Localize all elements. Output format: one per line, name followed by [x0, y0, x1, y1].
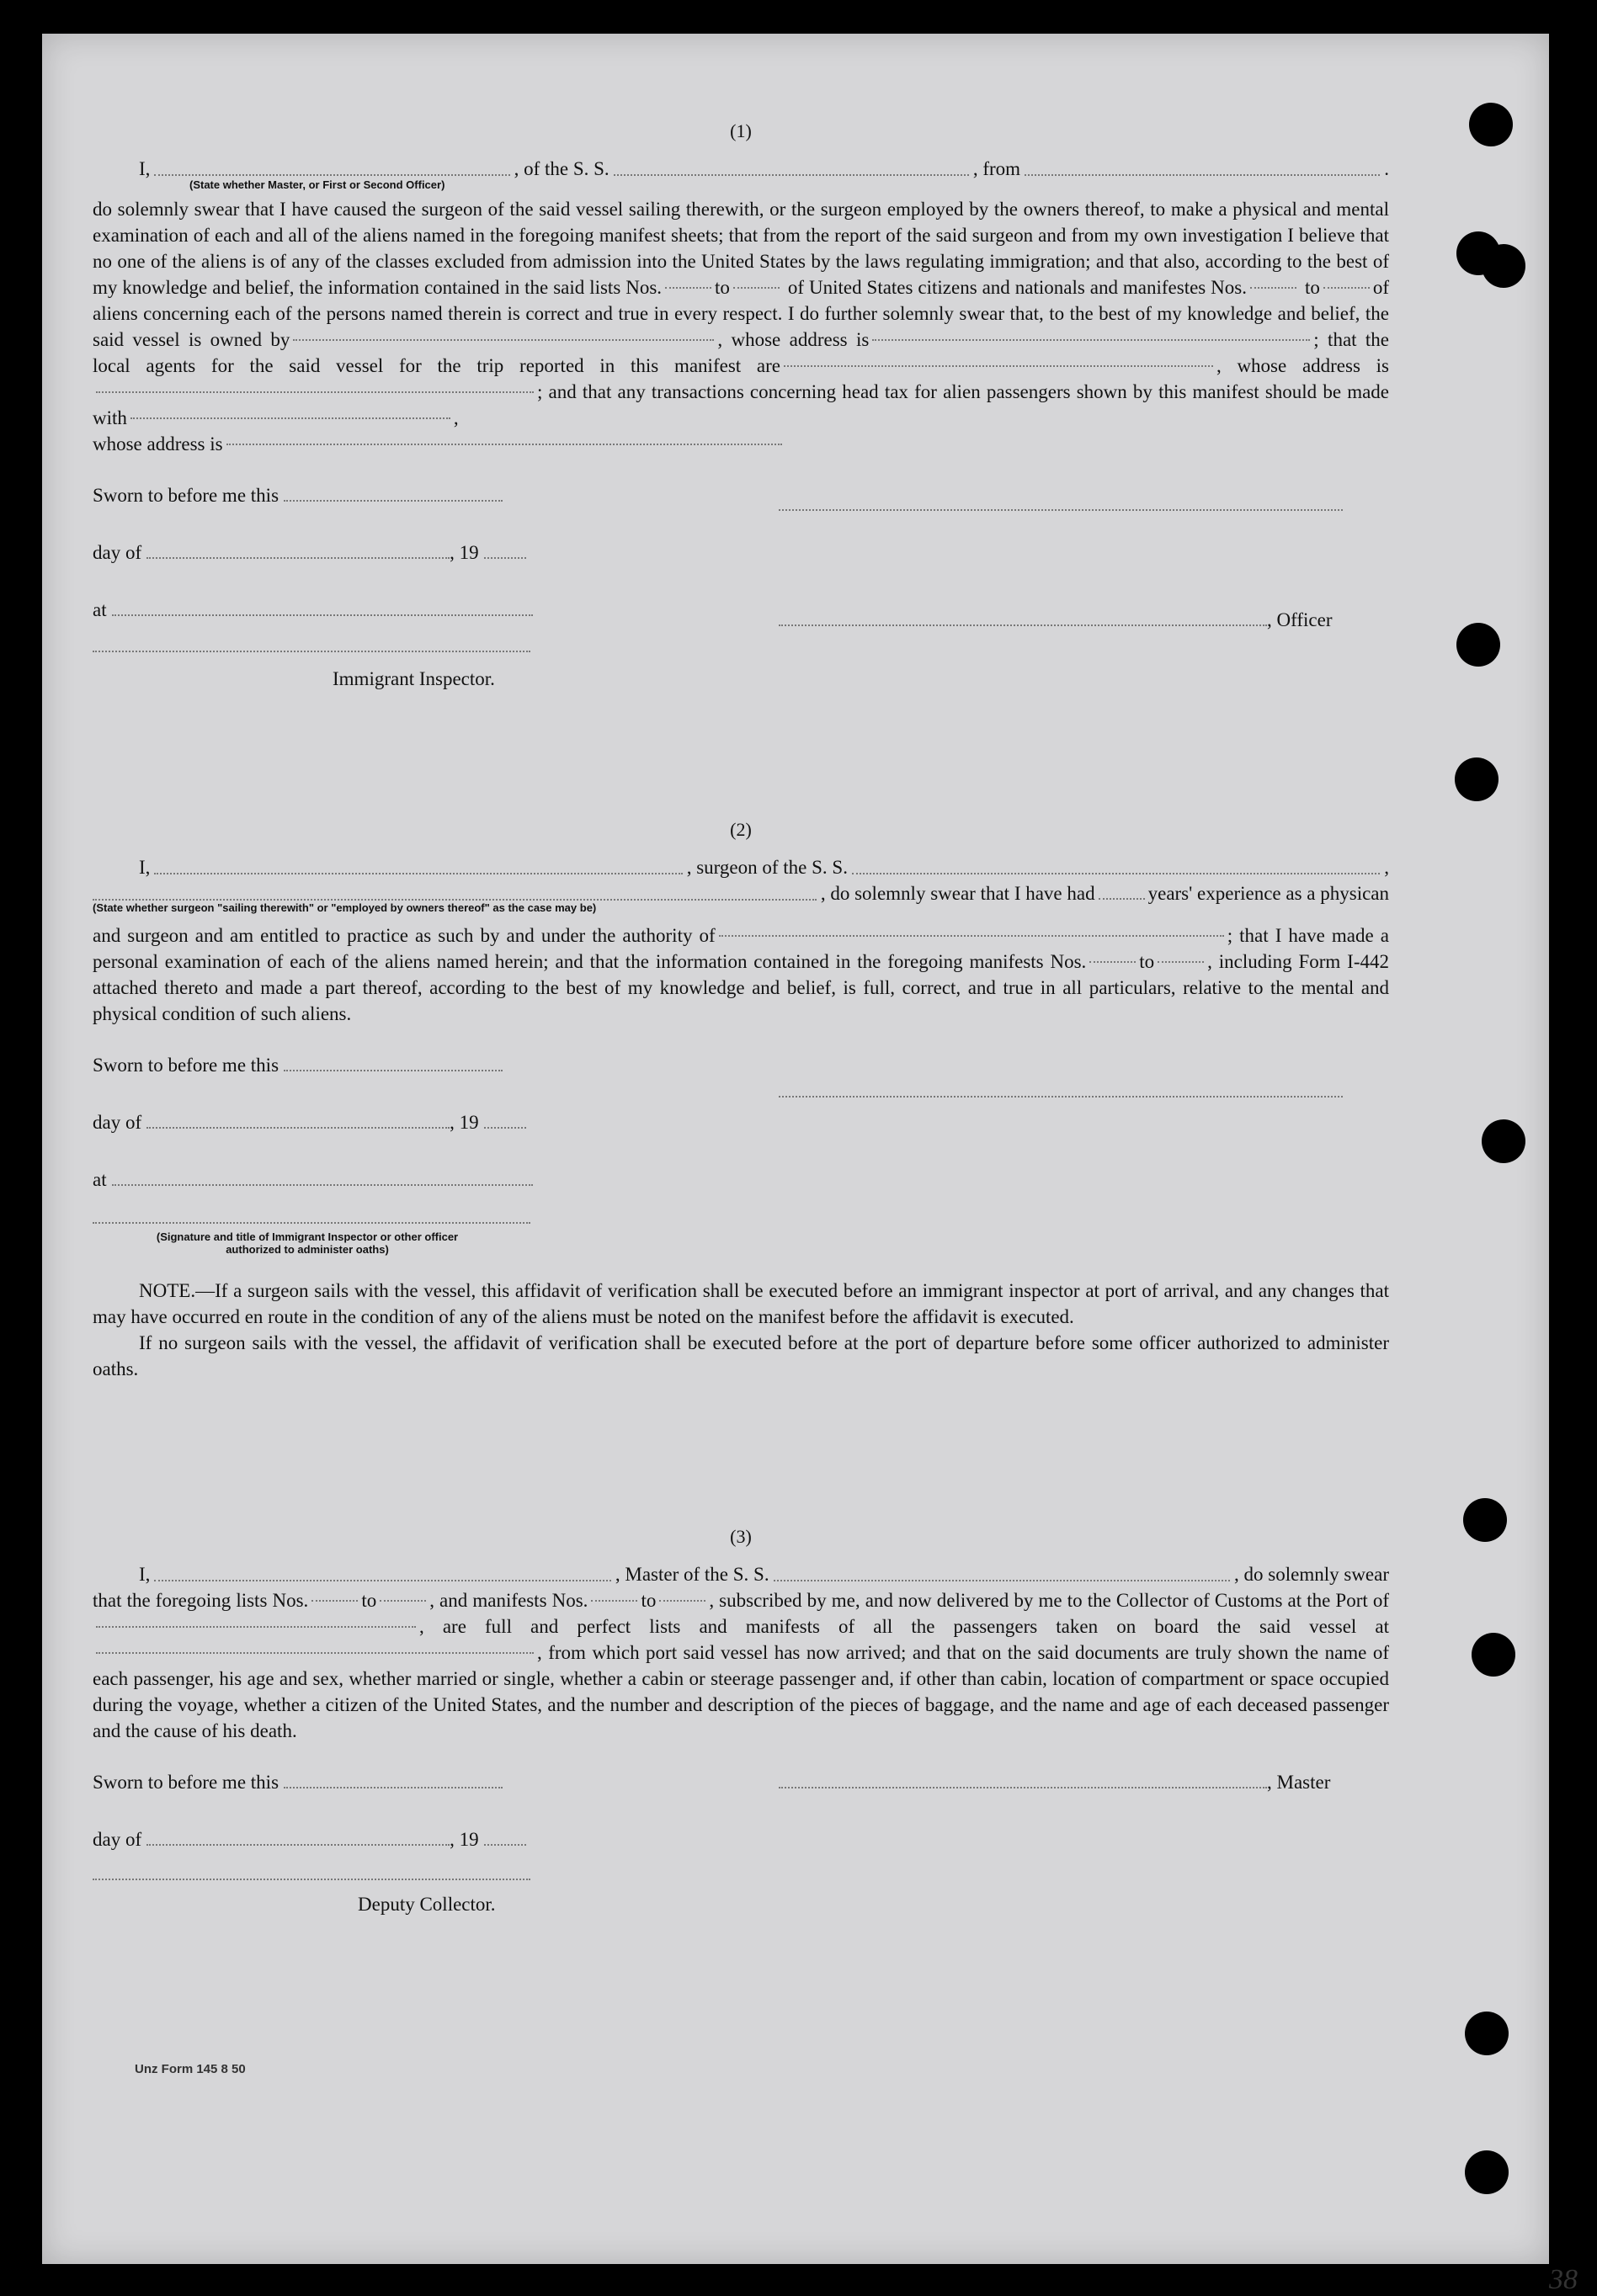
officer-signature-line: , Officer — [779, 607, 1332, 633]
arrival-port-field[interactable] — [96, 1626, 416, 1628]
master-vessel-field[interactable] — [774, 1580, 1230, 1581]
manifests-from-field[interactable] — [591, 1600, 637, 1602]
year-field[interactable] — [484, 1844, 526, 1846]
surgeon-vessel-field[interactable] — [852, 873, 1380, 874]
punch-hole — [1472, 1633, 1515, 1677]
month-field[interactable] — [146, 1844, 450, 1846]
day-of-line: day of , 19 — [93, 1109, 526, 1135]
collector-title: Deputy Collector. — [358, 1894, 496, 1915]
lists-from-field[interactable] — [311, 1600, 358, 1602]
sworn-day-field[interactable] — [284, 1787, 503, 1788]
section-number: (2) — [730, 819, 752, 840]
punch-hole — [1469, 103, 1513, 146]
collector-signature-line[interactable] — [93, 1879, 530, 1880]
year-field[interactable] — [484, 557, 526, 559]
month-field[interactable] — [146, 1127, 450, 1129]
years-field[interactable] — [1099, 898, 1145, 900]
owner-address-field[interactable] — [872, 339, 1310, 341]
manifests-to-field[interactable] — [1323, 287, 1370, 289]
inspector-title: Immigrant Inspector. — [333, 668, 495, 689]
officer-signature-field[interactable] — [779, 624, 1267, 626]
head-tax-party-field[interactable] — [130, 417, 450, 419]
head-tax-address-field[interactable] — [226, 444, 782, 445]
master-name-field[interactable] — [154, 1580, 610, 1581]
manifests-to-field[interactable] — [1158, 961, 1204, 963]
authority-field[interactable] — [719, 935, 1224, 937]
section-number: (1) — [730, 120, 752, 141]
master-line: I, , Master of the S. S. , do solemnly swear — [139, 1564, 1390, 1585]
master-line: I, , of the S. S. , from . — [139, 158, 1389, 179]
punch-hole — [1465, 2150, 1509, 2194]
sworn-line: Sworn to before me this — [93, 1052, 503, 1078]
punch-hole — [1482, 244, 1525, 288]
master-signature-line: , Master — [779, 1769, 1330, 1795]
year-field[interactable] — [484, 1127, 526, 1129]
day-of-line: day of , 19 — [93, 539, 526, 566]
affidavit-section-3 — [93, 1523, 1389, 1929]
at-line: at — [93, 1167, 533, 1193]
vessel-name-field[interactable] — [614, 174, 969, 176]
page-number: 38 — [1549, 2264, 1578, 2295]
sworn-day-field[interactable] — [284, 500, 503, 502]
from-port-field[interactable] — [1025, 174, 1380, 176]
day-of-line: day of , 19 — [93, 1826, 526, 1852]
officer-name-field[interactable] — [154, 174, 509, 176]
inspector-signature-line[interactable] — [93, 651, 530, 652]
agents-field[interactable] — [784, 365, 1213, 367]
signature-instruction: (Signature and title of Immigrant Inspector or other officer authorized to administer oaths) — [156, 1230, 459, 1256]
signature-line[interactable] — [779, 509, 1343, 511]
document-page — [42, 34, 1578, 2295]
affidavit-section-2 — [93, 816, 1389, 1382]
surgeon-line: I, , surgeon of the S. S. , — [139, 857, 1390, 878]
master-signature-field[interactable] — [779, 1787, 1267, 1788]
manifests-from-field[interactable] — [1250, 287, 1296, 289]
surgeon-signature-line[interactable] — [779, 1096, 1343, 1098]
form-code: Unz Form 145 8 50 — [135, 2062, 246, 2076]
punch-hole — [1463, 1498, 1507, 1542]
place-field[interactable] — [112, 1184, 533, 1186]
at-line: at — [93, 597, 533, 623]
note-paragraph: NOTE.—If a surgeon sails with the vessel, this affidavit of verification shall be executed before an immigrant inspector at port of arrival, and any changes that may have occurred en route in the condition of any of the aliens must be noted on the manifest before the affidavit is executed. — [93, 1280, 1389, 1327]
month-field[interactable] — [146, 557, 450, 559]
section-number: (3) — [730, 1526, 752, 1547]
sworn-line: Sworn to before me this — [93, 1769, 503, 1795]
experience-line: , do solemnly swear that I have had years' experience as a physican — [93, 880, 1389, 906]
place-field[interactable] — [112, 614, 533, 616]
lists-to-field[interactable] — [380, 1600, 426, 1602]
departure-port-field[interactable] — [96, 1652, 534, 1654]
owner-field[interactable] — [293, 339, 714, 341]
affidavit-paragraph: do solemnly swear that I have caused the surgeon of the said vessel sailing therewith, or the surgeon employed by the owners thereof, to make a physical and mental examination of each and all of the aliens named in the foregoing manifest sheets; that from the report of the said surgeon and from my own investigation I believe that no one of the aliens is of any of the classes excluded from admission into the United States by the laws regulating immigration; and that also, according to the best of my knowledge and belief, the information contained in the said lists Nos. to of United States citizens and nationals and manifestes Nos. to of aliens concerning each of the persons named therein is correct and true in every respect. I do further solemnly swear that, to the best of my knowledge and belief, the said vessel is owned by , whose address is ; that the local agents for the said vessel for the trip reported in this manifest are , whose address is; and that any transactions concerning head tax for alien passengers shown by this manifest should be made with , whose address is — [93, 199, 1390, 454]
affidavit-paragraph: that the foregoing lists Nos. to , and manifests Nos. to , subscribed by me, and now delivered by me to the Collector of Customs at the Port of, are full and perfect lists and manifests of all the passengers taken on board the said vessel at, from which port said vessel has now arrived; and that on the said documents are truly shown the name of each passenger, his age and sex, whether married or single, whether a cabin or steerage passenger and, if other than cabin, location of compartment or space occupied during the voyage, whether a citizen of the United States, and the number and description of the pieces of baggage, and the name and age of each deceased passenger and the cause of his death. — [93, 1590, 1390, 1741]
surgeon-name-field[interactable] — [154, 873, 682, 874]
punch-hole — [1482, 1119, 1525, 1163]
affidavit-paragraph: and surgeon and am entitled to practice as such by and under the authority of ; that I have made a personal examination of each of the aliens named herein; and that the information contained in the foregoing manifests Nos. to , including Form I-442 attached thereto and made a part thereof, according to the best of my knowledge and belief, is full, correct, and true in all particulars, relative to the mental and physical condition of such aliens. — [93, 925, 1389, 1024]
lists-to-field[interactable] — [733, 287, 780, 289]
punch-hole — [1455, 757, 1499, 801]
punch-hole — [1465, 2012, 1509, 2055]
sworn-day-field[interactable] — [284, 1070, 503, 1071]
lists-from-field[interactable] — [665, 287, 711, 289]
manifests-to-field[interactable] — [659, 1600, 705, 1602]
inspector-signature-line[interactable] — [93, 1222, 530, 1224]
affidavit-section-1 — [93, 118, 1389, 701]
note-paragraph: If no surgeon sails with the vessel, the affidavit of verification shall be executed before at the port of departure before some officer authorized to administer oaths. — [93, 1332, 1389, 1379]
surgeon-status-field[interactable] — [93, 899, 817, 901]
punch-hole — [1456, 623, 1500, 667]
manifests-from-field[interactable] — [1089, 961, 1136, 963]
field-instruction: (State whether Master, or First or Second Officer) — [189, 178, 445, 191]
field-instruction: (State whether surgeon "sailing therewith" or "employed by owners thereof" as the case may be) — [93, 901, 597, 914]
agents-address-field[interactable] — [96, 391, 534, 393]
sworn-line: Sworn to before me this — [93, 482, 503, 508]
